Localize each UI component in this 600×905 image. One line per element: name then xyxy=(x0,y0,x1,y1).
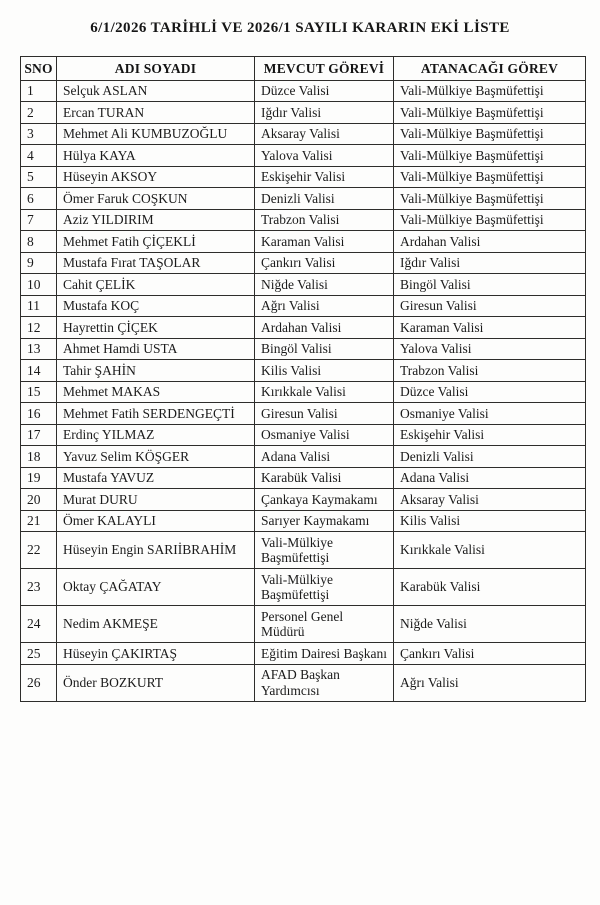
table-row xyxy=(21,643,586,665)
table-row xyxy=(21,102,586,124)
cell-name: Mehmet MAKAS xyxy=(57,381,255,403)
cell-name: Selçuk ASLAN xyxy=(57,80,255,102)
cell-current-post: Adana Valisi xyxy=(255,446,394,468)
cell-sno: 25 xyxy=(21,643,57,665)
table-row xyxy=(21,317,586,339)
cell-new-post: Denizli Valisi xyxy=(394,446,586,468)
cell-name: Hülya KAYA xyxy=(57,145,255,167)
table-header xyxy=(21,57,586,81)
cell-current-post: Yalova Valisi xyxy=(255,145,394,167)
table-row xyxy=(21,188,586,210)
cell-sno: 16 xyxy=(21,403,57,425)
cell-sno: 17 xyxy=(21,424,57,446)
table-body xyxy=(21,80,586,701)
cell-current-post: Kilis Valisi xyxy=(255,360,394,382)
table-row xyxy=(21,295,586,317)
cell-sno: 19 xyxy=(21,467,57,489)
table-row xyxy=(21,166,586,188)
cell-sno: 14 xyxy=(21,360,57,382)
appointment-list-table xyxy=(20,56,586,702)
cell-new-post: Niğde Valisi xyxy=(394,606,586,643)
cell-name: Önder BOZKURT xyxy=(57,664,255,701)
cell-sno: 8 xyxy=(21,231,57,253)
document-title: 6/1/2026 TARİHLİ VE 2026/1 SAYILI KARARIN EKİ LİSTE xyxy=(90,20,510,36)
cell-sno: 11 xyxy=(21,295,57,317)
cell-new-post: Yalova Valisi xyxy=(394,338,586,360)
cell-new-post: Kırıkkale Valisi xyxy=(394,532,586,569)
cell-current-post: Karabük Valisi xyxy=(255,467,394,489)
cell-current-post: Sarıyer Kaymakamı xyxy=(255,510,394,532)
cell-sno: 1 xyxy=(21,80,57,102)
cell-new-post: Aksaray Valisi xyxy=(394,489,586,511)
cell-sno: 9 xyxy=(21,252,57,274)
cell-current-post: Eğitim Dairesi Başkanı xyxy=(255,643,394,665)
table-row xyxy=(21,338,586,360)
cell-name: Murat DURU xyxy=(57,489,255,511)
table-row xyxy=(21,360,586,382)
cell-new-post: Adana Valisi xyxy=(394,467,586,489)
table-row xyxy=(21,606,586,643)
table-header-row xyxy=(21,57,586,81)
table-row xyxy=(21,569,586,606)
cell-new-post: Vali-Mülkiye Başmüfettişi xyxy=(394,209,586,231)
cell-current-post: Çankaya Kaymakamı xyxy=(255,489,394,511)
cell-name: Nedim AKMEŞE xyxy=(57,606,255,643)
cell-name: Mehmet Fatih SERDENGEÇTİ xyxy=(57,403,255,425)
cell-name: Ömer KALAYLI xyxy=(57,510,255,532)
table-row xyxy=(21,424,586,446)
cell-sno: 4 xyxy=(21,145,57,167)
table-row xyxy=(21,403,586,425)
cell-new-post: Giresun Valisi xyxy=(394,295,586,317)
cell-name: Aziz YILDIRIM xyxy=(57,209,255,231)
cell-sno: 5 xyxy=(21,166,57,188)
cell-sno: 23 xyxy=(21,569,57,606)
cell-current-post: Vali-Mülkiye Başmüfettişi xyxy=(255,532,394,569)
cell-name: Hüseyin ÇAKIRTAŞ xyxy=(57,643,255,665)
cell-new-post: Vali-Mülkiye Başmüfettişi xyxy=(394,188,586,210)
cell-new-post: Düzce Valisi xyxy=(394,381,586,403)
cell-current-post: Vali-Mülkiye Başmüfettişi xyxy=(255,569,394,606)
cell-name: Hayrettin ÇİÇEK xyxy=(57,317,255,339)
cell-name: Tahir ŞAHİN xyxy=(57,360,255,382)
cell-current-post: Ardahan Valisi xyxy=(255,317,394,339)
cell-sno: 2 xyxy=(21,102,57,124)
cell-current-post: Düzce Valisi xyxy=(255,80,394,102)
cell-sno: 22 xyxy=(21,532,57,569)
cell-current-post: Personel Genel Müdürü xyxy=(255,606,394,643)
cell-sno: 3 xyxy=(21,123,57,145)
cell-name: Oktay ÇAĞATAY xyxy=(57,569,255,606)
table-row xyxy=(21,123,586,145)
cell-name: Mustafa YAVUZ xyxy=(57,467,255,489)
cell-name: Yavuz Selim KÖŞGER xyxy=(57,446,255,468)
table-row xyxy=(21,209,586,231)
column-header-current-post: MEVCUT GÖREVİ xyxy=(255,57,394,81)
table-row xyxy=(21,252,586,274)
cell-current-post: Kırıkkale Valisi xyxy=(255,381,394,403)
cell-new-post: Iğdır Valisi xyxy=(394,252,586,274)
cell-new-post: Vali-Mülkiye Başmüfettişi xyxy=(394,80,586,102)
cell-new-post: Osmaniye Valisi xyxy=(394,403,586,425)
cell-sno: 13 xyxy=(21,338,57,360)
cell-new-post: Karaman Valisi xyxy=(394,317,586,339)
table-row xyxy=(21,231,586,253)
cell-name: Ercan TURAN xyxy=(57,102,255,124)
cell-name: Mustafa KOÇ xyxy=(57,295,255,317)
cell-current-post: Karaman Valisi xyxy=(255,231,394,253)
table-row xyxy=(21,446,586,468)
cell-new-post: Vali-Mülkiye Başmüfettişi xyxy=(394,123,586,145)
table-row xyxy=(21,145,586,167)
cell-current-post: Çankırı Valisi xyxy=(255,252,394,274)
cell-name: Mustafa Fırat TAŞOLAR xyxy=(57,252,255,274)
cell-new-post: Ağrı Valisi xyxy=(394,664,586,701)
cell-current-post: Niğde Valisi xyxy=(255,274,394,296)
cell-current-post: Osmaniye Valisi xyxy=(255,424,394,446)
cell-name: Mehmet Fatih ÇİÇEKLİ xyxy=(57,231,255,253)
cell-sno: 10 xyxy=(21,274,57,296)
cell-new-post: Vali-Mülkiye Başmüfettişi xyxy=(394,145,586,167)
cell-sno: 18 xyxy=(21,446,57,468)
table-row xyxy=(21,80,586,102)
cell-sno: 24 xyxy=(21,606,57,643)
cell-new-post: Çankırı Valisi xyxy=(394,643,586,665)
column-header-name: ADI SOYADI xyxy=(57,57,255,81)
table-row xyxy=(21,489,586,511)
table-row xyxy=(21,664,586,701)
cell-sno: 15 xyxy=(21,381,57,403)
cell-new-post: Vali-Mülkiye Başmüfettişi xyxy=(394,166,586,188)
cell-sno: 7 xyxy=(21,209,57,231)
column-header-sno: SNO xyxy=(21,57,57,81)
table-row xyxy=(21,532,586,569)
cell-sno: 12 xyxy=(21,317,57,339)
cell-name: Ömer Faruk COŞKUN xyxy=(57,188,255,210)
table-row xyxy=(21,274,586,296)
cell-name: Hüseyin Engin SARIİBRAHİM xyxy=(57,532,255,569)
cell-name: Cahit ÇELİK xyxy=(57,274,255,296)
cell-new-post: Eskişehir Valisi xyxy=(394,424,586,446)
cell-current-post: Denizli Valisi xyxy=(255,188,394,210)
table-row xyxy=(21,381,586,403)
cell-sno: 6 xyxy=(21,188,57,210)
cell-current-post: Giresun Valisi xyxy=(255,403,394,425)
cell-name: Erdinç YILMAZ xyxy=(57,424,255,446)
cell-name: Ahmet Hamdi USTA xyxy=(57,338,255,360)
table-row xyxy=(21,467,586,489)
table-row xyxy=(21,510,586,532)
cell-new-post: Bingöl Valisi xyxy=(394,274,586,296)
cell-current-post: Bingöl Valisi xyxy=(255,338,394,360)
cell-sno: 21 xyxy=(21,510,57,532)
cell-new-post: Karabük Valisi xyxy=(394,569,586,606)
cell-new-post: Trabzon Valisi xyxy=(394,360,586,382)
cell-current-post: Ağrı Valisi xyxy=(255,295,394,317)
cell-current-post: Eskişehir Valisi xyxy=(255,166,394,188)
cell-sno: 20 xyxy=(21,489,57,511)
cell-current-post: Iğdır Valisi xyxy=(255,102,394,124)
cell-new-post: Kilis Valisi xyxy=(394,510,586,532)
cell-current-post: Aksaray Valisi xyxy=(255,123,394,145)
cell-name: Hüseyin AKSOY xyxy=(57,166,255,188)
cell-current-post: AFAD Başkan Yardımcısı xyxy=(255,664,394,701)
cell-current-post: Trabzon Valisi xyxy=(255,209,394,231)
cell-new-post: Vali-Mülkiye Başmüfettişi xyxy=(394,102,586,124)
cell-sno: 26 xyxy=(21,664,57,701)
cell-new-post: Ardahan Valisi xyxy=(394,231,586,253)
cell-name: Mehmet Ali KUMBUZOĞLU xyxy=(57,123,255,145)
column-header-new-post: ATANACAĞI GÖREV xyxy=(394,57,586,81)
